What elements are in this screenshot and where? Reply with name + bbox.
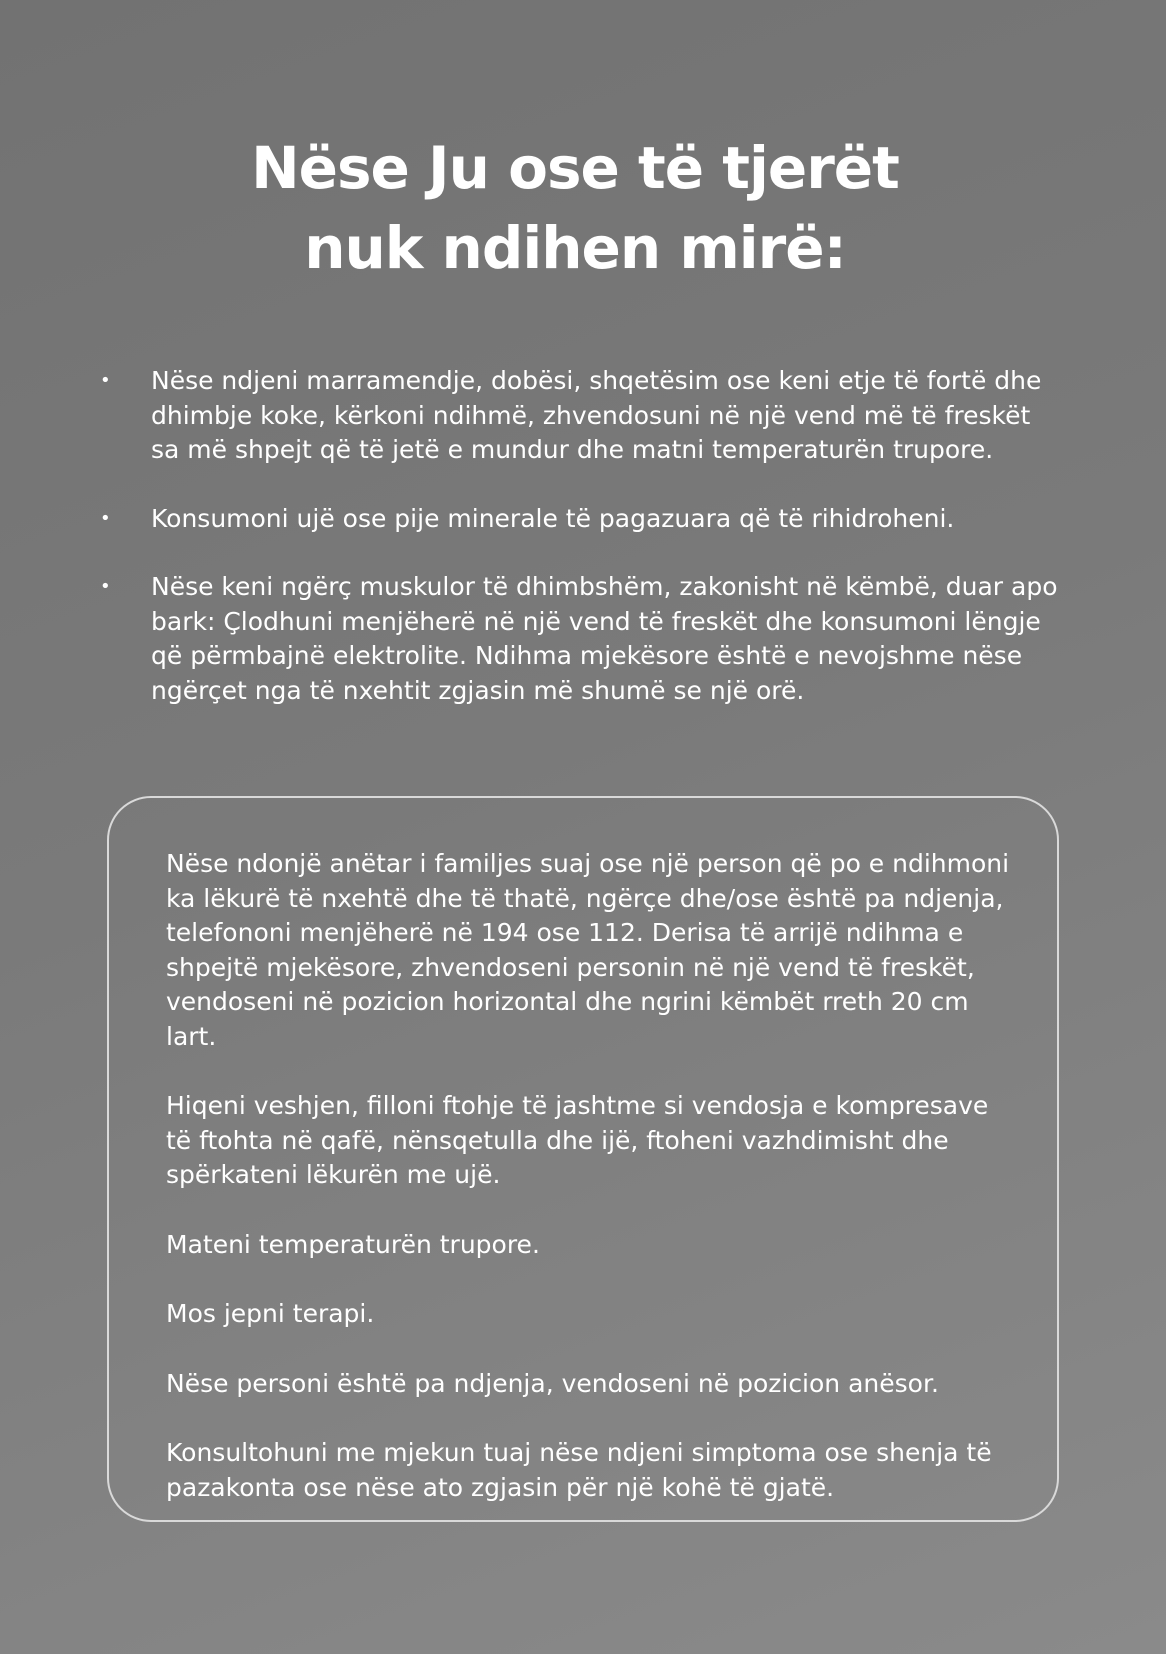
bullet-item-dizziness (100, 364, 1060, 468)
info-paragraph-consult: Konsultohuni me mjekun tuaj nëse ndjeni simptoma ose shenja të pazakonta ose nëse ato zgjasin për një kohë të gjatë. (166, 1438, 992, 1502)
bullet-marker: • (100, 507, 111, 529)
info-paragraph-cooling: Hiqeni veshjen, filloni ftohje të jashtme si vendosja e kompresave të ftohta në qafë, nënsqetulla dhe ijë, ftoheni vazhdimisht dhe spërkateni lëkurën me ujë. (166, 1091, 989, 1189)
bullet-item-cramps (100, 570, 1060, 708)
info-paragraph-no-therapy: Mos jepni terapi. (166, 1299, 375, 1328)
bullet-text: Nëse ndjeni marramendje, dobësi, shqetësim ose keni etje të fortë dhe dhimbje koke, kërkoni ndihmë, zhvendosuni në një vend më të freskët sa më shpejt që të jetë e mundur dhe matni temperaturën trupore. (151, 366, 1042, 464)
advice-bullet-list (100, 364, 1060, 742)
bullet-marker: • (100, 576, 111, 597)
info-paragraph-emergency: Nëse ndonjë anëtar i familjes suaj ose një person që po e ndihmoni ka lëkurë të nxehtë dhe të thatë, ngërçe dhe/ose është pa ndjenja, telefononi menjëherë në 194 ose 112. Derisa të arrijë ndihma e shpejtë mjekësore, zhvendoseni personin në një vend të freskët, vendoseni në pozicion horizontal dhe ngrini këmbët rreth 20 cm lart. (166, 849, 1010, 1051)
bullet-text: Konsumoni ujë ose pije minerale të pagazuara që të rihidroheni. (151, 503, 955, 533)
emergency-info-box (107, 796, 1059, 1522)
bullet-text: Nëse keni ngërç muskulor të dhimbshëm, zakonisht në këmbë, duar apo bark: Çlodhuni menjëherë në një vend të freskët dhe konsumoni lëngje që përmbajnë elektrolite. Ndihma mjekësore është e nevojshme nëse ngërçet nga të nxehtit zgjasin më shumë se një orë. (151, 572, 1058, 705)
title-line-2: nuk ndihen mirë: (304, 214, 846, 282)
bullet-item-hydration (100, 502, 1060, 537)
info-paragraph-temperature: Mateni temperaturën trupore. (166, 1229, 540, 1259)
bullet-marker: • (100, 370, 111, 391)
info-paragraph-unconscious: Nëse personi është pa ndjenja, vendoseni në pozicion anësor. (166, 1368, 939, 1398)
title-line-1: Nëse Ju ose të tjerët (251, 134, 899, 202)
page-title (0, 128, 1150, 288)
